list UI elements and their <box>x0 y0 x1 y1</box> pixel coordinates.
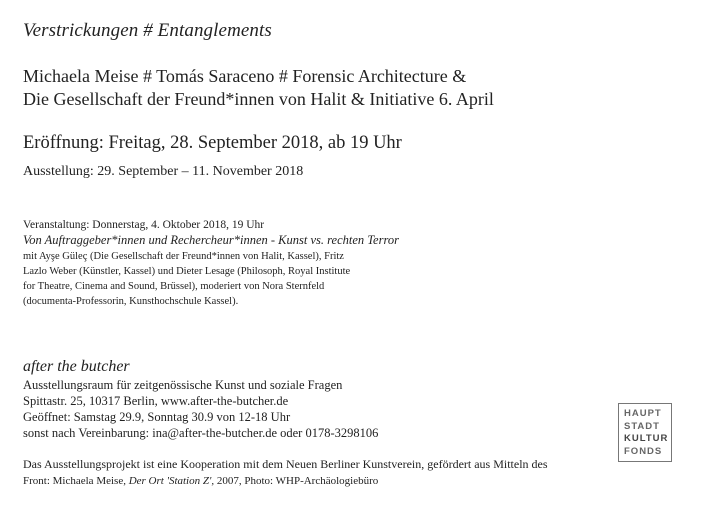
credit-work-title: Der Ort 'Station Z', <box>128 475 215 487</box>
venue-name: after the butcher <box>23 358 130 375</box>
event-desc-line: for Theatre, Cinema and Sound, Brüssel), moderiert von Nora Sternfeld <box>23 281 325 292</box>
exhibition-title: Verstrickungen # Entanglements <box>23 20 272 41</box>
logo-line: STADT <box>624 420 660 432</box>
opening-date: Eröffnung: Freitag, 28. September 2018, ab 19 Uhr <box>23 133 402 153</box>
event-desc-line: (documenta-Professorin, Kunsthochschule Kassel). <box>23 296 239 307</box>
logo-line: KULTUR <box>624 433 669 444</box>
venue-line: Ausstellungsraum für zeitgenössische Kunst und soziale Fragen <box>23 378 343 392</box>
venue-hours: Geöffnet: Samstag 29.9, Sonntag 30.9 von 12-18 Uhr <box>23 410 291 424</box>
event-date: Veranstaltung: Donnerstag, 4. Oktober 2018, 19 Uhr <box>23 219 265 231</box>
venue-address: Spittastr. 25, 10317 Berlin, www.after-the-butcher.de <box>23 394 289 408</box>
event-subtitle: Von Auftraggeber*innen und Rechercheur*innen - Kunst vs. rechten Terror <box>23 233 399 247</box>
event-block <box>23 218 399 309</box>
image-credit <box>23 475 378 487</box>
event-desc-line: Lazlo Weber (Künstler, Kassel) und Dieter Lesage (Philosoph, Royal Institute <box>23 266 351 277</box>
cooperation-note: Das Ausstellungsprojekt ist eine Kooperation mit dem Neuen Berliner Kunstverein, gefördert aus Mitteln des <box>23 457 548 471</box>
credit-suffix: 2007, Photo: WHP-Archäologiebüro <box>214 475 379 487</box>
artists-block <box>23 65 494 111</box>
venue-block <box>23 359 378 441</box>
credit-prefix: Front: Michaela Meise, <box>23 475 129 487</box>
hauptstadtkulturfonds-logo <box>618 403 672 462</box>
artists-line-2: Die Gesellschaft der Freund*innen von Halit & Initiative 6. April <box>23 89 494 109</box>
artists-line-1: Michaela Meise # Tomás Saraceno # Forensic Architecture & <box>23 66 467 86</box>
venue-contact: sonst nach Vereinbarung: ina@after-the-butcher.de oder 0178-3298106 <box>23 426 379 440</box>
logo-line: HAUPT <box>624 408 662 419</box>
logo-line: FONDS <box>624 445 663 457</box>
exhibition-dates: Ausstellung: 29. September – 11. November 2018 <box>23 164 304 179</box>
event-desc-line: mit Ayşe Güleç (Die Gesellschaft der Freund*innen von Halit, Kassel), Fritz <box>23 251 344 262</box>
